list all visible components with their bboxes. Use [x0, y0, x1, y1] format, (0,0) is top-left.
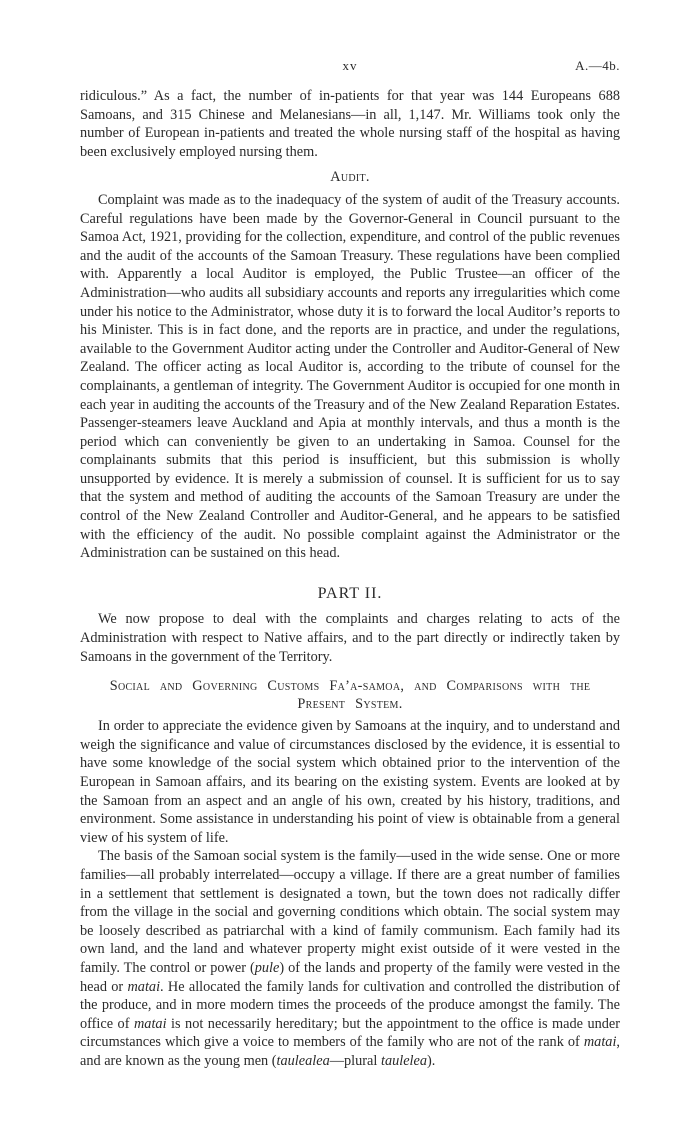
term-matai: matai [127, 978, 161, 995]
text-run: —plural [329, 1052, 381, 1069]
text-run: , and are known as the young men ( [80, 1034, 620, 1069]
paragraph-part-two-intro: We now propose to deal with the complaints and charges relating to acts of the Administration with respect to Native affairs, and to the part directly or indirectly taken by Samoans in the government of the Territory. [80, 611, 620, 665]
section-heading-social-line-1: Social and Governing Customs Fa’a-samoa, and Comparisons with the [109, 678, 591, 695]
paragraph-audit: Complaint was made as to the inadequacy of the system of audit of the Treasury accounts. Careful regulations have been made by the Governor-General in Council pursuant to the Samoa Act, 1921, providing for the collection, expenditure, and control of the public revenues and the audit of the accounts of the Samoan Treasury. These regulations have been complied with. Apparently a local Auditor is employed, the Public Trustee—an officer of the Administration—who audits all subsidiary accounts and reports any irregularities which come under his notice to the Administrator, whose duty it is to forward the local Auditor’s reports to his Minister. This is in fact done, and the reports are in practice, and under the regulations, available to the Government Auditor acting under the Controller and Auditor-General of New Zealand. The officer acting as local Auditor is, according to the tribute of counsel for the complainants, a gentleman of integrity. The Government Auditor is occupied for one month in each year in auditing the accounts of the Treasury and of the New Zealand Reparation Estates. Passenger-steamers leave Auckland and Apia at monthly intervals, and thus a month is the period which can conveniently be given to an undertaking in Samoa. Counsel for the complainants submits that this period is insufficient, but this submission is wholly unsupported by evidence. It is merely a submission of counsel. It is sufficient for us to say that the system and method of auditing the accounts of the Samoan Treasury are under the control of the New Zealand Controller and Auditor-General, and he appears to be satisfied with the efficiency of the audit. No possible complaint against the Administrator or the Administration can be sustained on this head. [80, 191, 620, 562]
section-heading-audit: Audit. [330, 169, 370, 186]
section-heading-social-line-2: Present System. [297, 696, 403, 713]
paragraph-intro: ridiculous.” As a fact, the number of in-patients for that year was 144 Europeans 688 Samoans, and 315 Chinese and Melanesians—in all, 1,147. Mr. Williams took only the number of European in-patients and treated the whole nursing staff of the hospital as having been exclusively employed nursing them. [80, 88, 620, 160]
text-run: The basis of the Samoan social system is the family—used in the wide sense. One or more families—all probably interrelated—occupy a village. If there are a great number of families in a settlement that settlement is designated a town, but the town does not radically differ from the village in the social and governing conditions which obtain. The social system may be loosely described as patriarchal with a kind of family communism. Each family had its own land, and the land and whatever property might exist outside of it were vested in the family. The control or power ( [80, 848, 620, 976]
document-reference: A.—4b. [575, 58, 620, 73]
term-matai: matai [583, 1034, 617, 1051]
text-run: is not necessarily hereditary; but the appointment to the office is made under circumstances which give a voice to members of the family who are not of the rank of [80, 1015, 621, 1051]
text-run: ) of the lands and property of the family were vested in the head or [80, 959, 620, 995]
text-run: ). [427, 1052, 436, 1069]
term-taulelea: taulelea [380, 1052, 428, 1069]
page-body [80, 87, 620, 1071]
term-matai: matai [133, 1015, 167, 1032]
paragraph-social-system-2 [80, 847, 620, 1070]
section-heading-social-customs [80, 677, 620, 713]
page-header [80, 58, 620, 78]
term-taulealea: taulealea [276, 1052, 330, 1069]
text-run: . He allocated the family lands for cultivation and controlled the distribution of the produce, and in more modern times the proceeds of the produce amongst the family. The office of [80, 978, 620, 1032]
term-pule: pule [254, 959, 280, 976]
paragraph-social-system-1: In order to appreciate the evidence given by Samoans at the inquiry, and to understand and weigh the significance and value of circumstances disclosed by the evidence, it is essential to have some knowledge of the social system which obtained prior to the intervention of the European in Samoan affairs, and its bearing on the existing system. Events are looked at by the Samoan from an aspect and an angle of his own, created by his history, traditions, and environment. Some assistance in understanding his point of view is obtainable from a general view of his system of life. [80, 718, 620, 846]
page-number: xv [342, 58, 358, 73]
part-heading: PART II. [317, 584, 383, 602]
